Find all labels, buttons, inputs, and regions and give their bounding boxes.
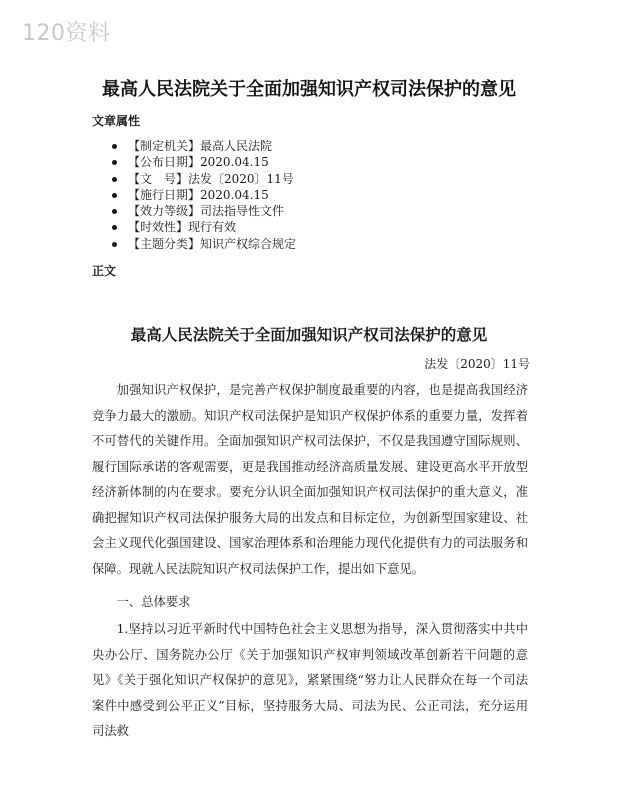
watermark: 120资料: [22, 21, 111, 46]
body-title: 最高人民法院关于全面加强知识产权司法保护的意见: [130, 326, 488, 344]
attribute-publish-date: 【公布日期】2020.04.15: [108, 154, 296, 170]
paragraph-item-1: 1.坚持以习近平新时代中国特色社会主义思想为指导，深入贯彻落实中共中央办公厅、国务院办公厅《关于加强知识产权审判领域改革创新若干问题的意见》《关于强化知识产权保护的意见》，紧紧围绕“努力让人民群众在每一个司法案件中感受到公平正义”目标，坚持服务大局、司法为民、公正司法，充分运用司法救: [92, 622, 528, 738]
attribute-doc-number: 【文 号】法发〔2020〕11号: [108, 171, 296, 187]
section-heading-general: 一、总体要求: [116, 595, 191, 609]
attribute-validity: 【时效性】现行有效: [108, 219, 296, 235]
attributes-list: [108, 138, 296, 252]
attribute-issuer: 【制定机关】最高人民法院: [108, 138, 296, 154]
attribute-category: 【主题分类】知识产权综合规定: [108, 236, 296, 252]
attribute-effective-date: 【施行日期】2020.04.15: [108, 187, 296, 203]
body-heading: 正文: [92, 264, 117, 278]
attribute-authority-level: 【效力等级】司法指导性文件: [108, 203, 296, 219]
paragraph-intro: 加强知识产权保护，是完善产权保护制度最重要的内容，也是提高我国经济竞争力最大的激励。知识产权司法保护是知识产权保护体系的重要力量，发挥着不可替代的关键作用。全面加强知识产权司法保护，不仅是我国遵守国际规则、履行国际承诺的客观需要，更是我国推动经济高质量发展、建设更高水平开放型经济新体制的内在要求。要充分认识全面加强知识产权司法保护的重大意义，准确把握知识产权司法保护服务大局的出发点和目标定位，为创新型国家建设、社会主义现代化强国建设、国家治理体系和治理能力现代化提供有力的司法服务和保障。现就人民法院知识产权司法保护工作，提出如下意见。: [92, 383, 528, 576]
document-title: 最高人民法院关于全面加强知识产权司法保护的意见: [102, 79, 516, 100]
doc-number: 法发〔2020〕11号: [424, 357, 530, 371]
attributes-heading: 文章属性: [92, 114, 141, 128]
